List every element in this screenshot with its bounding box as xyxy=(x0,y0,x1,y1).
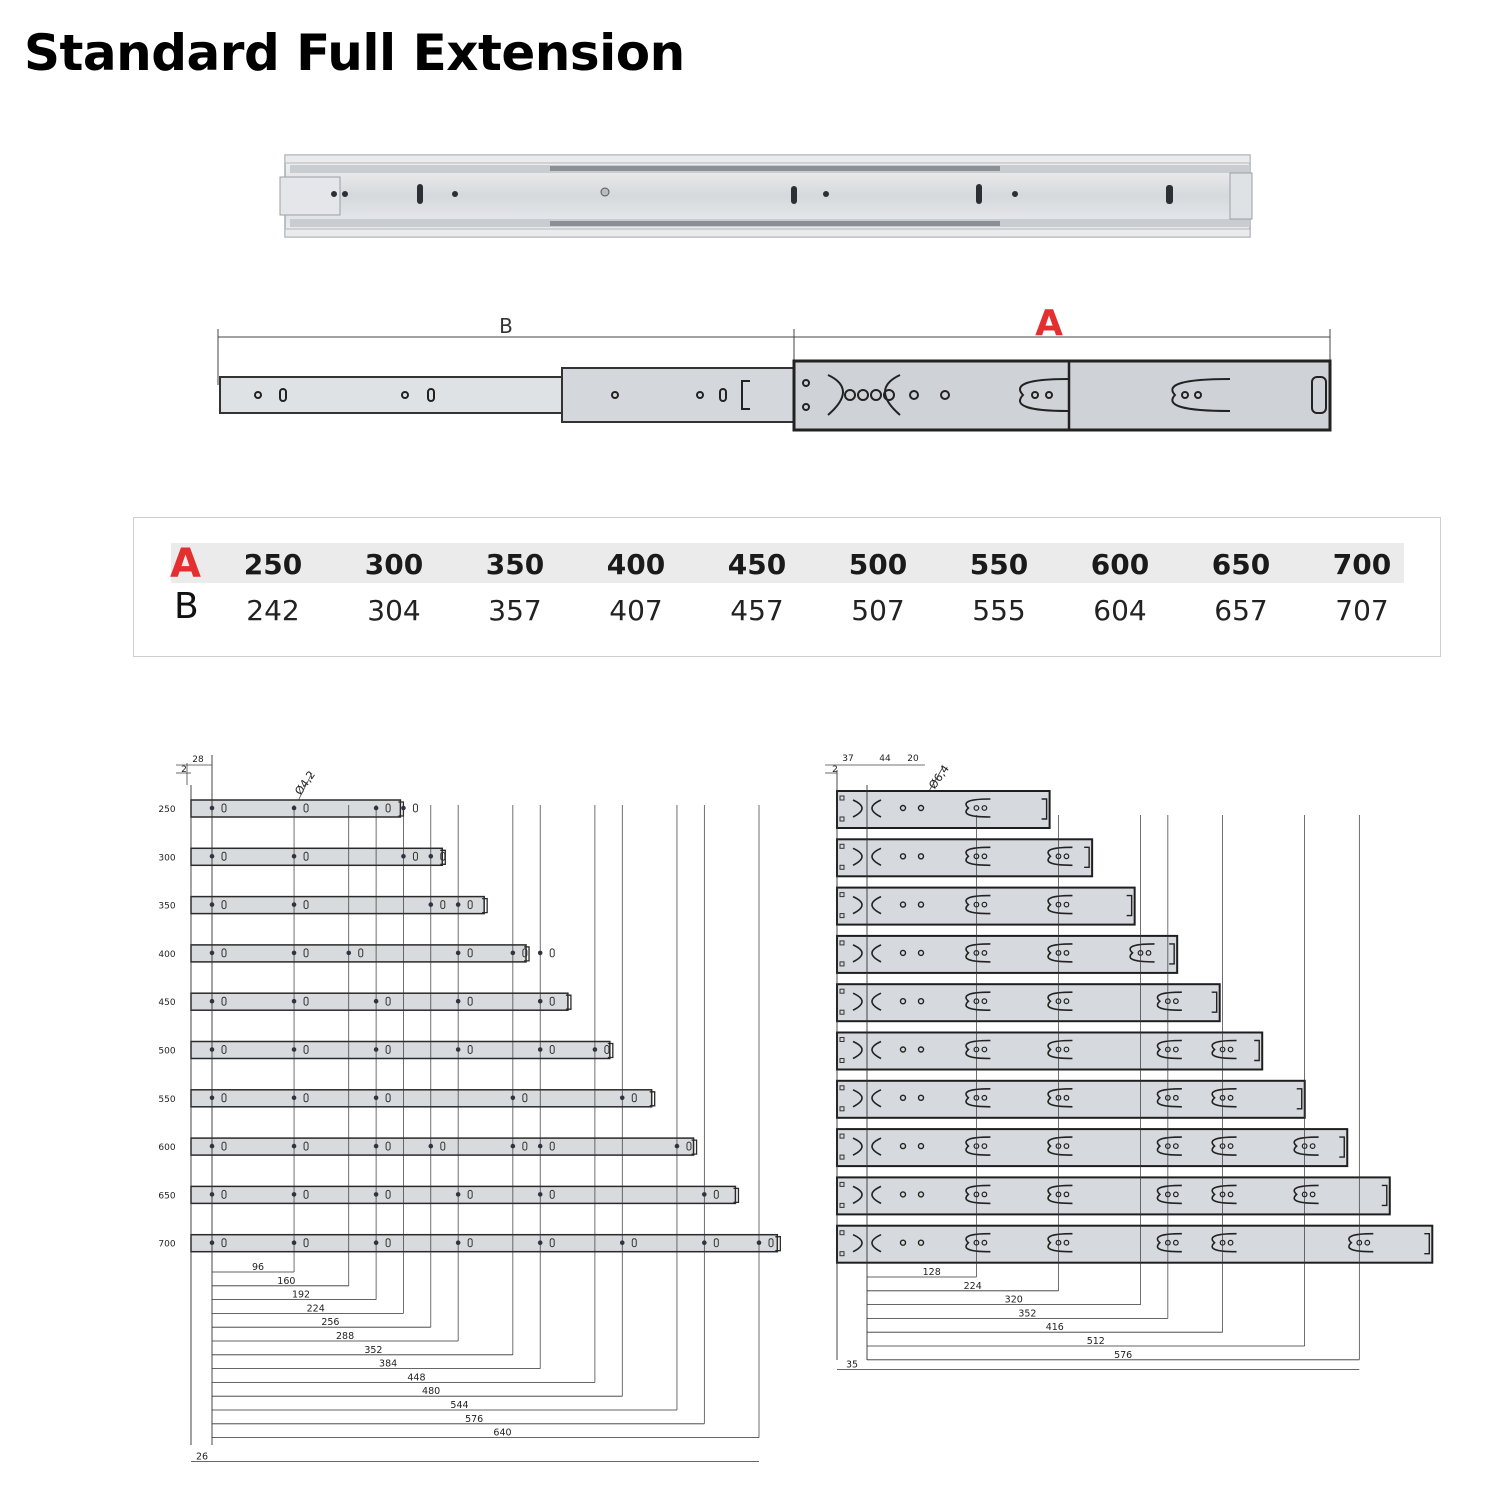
hole-diameter-callout: Ø6,4 xyxy=(926,762,952,792)
rail-row xyxy=(837,1033,1262,1070)
rail-row xyxy=(158,1042,612,1059)
dim-text: 416 xyxy=(1045,1322,1064,1334)
rail-length-label: 700 xyxy=(158,1239,176,1250)
b-value: 707 xyxy=(1335,594,1389,627)
rail-bar xyxy=(837,1081,1305,1118)
rail-length-label: 450 xyxy=(158,998,176,1009)
b-value: 604 xyxy=(1093,594,1147,627)
dim-text: 384 xyxy=(379,1358,398,1370)
page-title: Standard Full Extension xyxy=(24,24,685,82)
dim-text: 512 xyxy=(1086,1336,1105,1347)
rail-row xyxy=(837,984,1220,1021)
b-value: 555 xyxy=(972,594,1026,627)
dim-text: 288 xyxy=(336,1331,355,1342)
a-value: 700 xyxy=(1332,548,1392,581)
dim-text: 128 xyxy=(922,1267,941,1278)
dim-text: 352 xyxy=(364,1344,383,1356)
dim-text: 576 xyxy=(1114,1349,1133,1361)
slide-product-image xyxy=(270,145,1260,245)
rail-length-label: 250 xyxy=(158,805,176,815)
b-value: 304 xyxy=(367,594,421,627)
rail-row xyxy=(158,897,487,914)
dim-text: 28 xyxy=(192,755,204,765)
dim-text: 448 xyxy=(407,1372,426,1384)
dim-text: 35 xyxy=(845,1359,859,1371)
dim-text: 160 xyxy=(277,1275,296,1287)
row-a-label: A xyxy=(170,541,201,587)
rail-row xyxy=(837,936,1177,973)
dim-a-label: A xyxy=(1035,303,1063,344)
rail-length-label: 550 xyxy=(158,1094,176,1105)
row-b-label: B xyxy=(174,586,199,627)
b-value: 657 xyxy=(1214,594,1268,627)
b-value: 457 xyxy=(730,594,784,627)
rail-length-label: 400 xyxy=(158,949,176,960)
b-value: 507 xyxy=(851,594,905,627)
rail-row xyxy=(837,1129,1347,1166)
rail-length-label: 500 xyxy=(158,1046,176,1057)
rail-row xyxy=(158,1090,654,1107)
dim-text: 320 xyxy=(1004,1294,1023,1306)
rail-row xyxy=(837,839,1092,876)
rail-row xyxy=(158,993,571,1010)
a-value: 400 xyxy=(606,548,666,581)
rail-bar xyxy=(191,1186,735,1203)
a-value: 550 xyxy=(969,548,1029,581)
a-value: 500 xyxy=(848,548,908,581)
b-value: 407 xyxy=(609,594,663,627)
a-value: 250 xyxy=(243,548,303,581)
rail-row xyxy=(158,1235,780,1252)
rail-row xyxy=(158,1138,696,1155)
hole-diameter-callout: Ø4,2 xyxy=(292,768,318,798)
rail-length-label: 300 xyxy=(158,853,176,864)
b-value: 242 xyxy=(246,594,300,627)
slot-hole xyxy=(550,949,554,957)
dim-b-label: B xyxy=(499,314,513,338)
rail-bar xyxy=(837,1226,1432,1263)
rail-row xyxy=(158,945,554,962)
dim-text: 256 xyxy=(321,1317,340,1329)
drilling-diagram-cabinet-member xyxy=(815,745,1450,1370)
rail-bar xyxy=(191,1138,694,1155)
dim-text: 480 xyxy=(422,1386,441,1398)
rail-bar xyxy=(837,839,1092,876)
b-value: 357 xyxy=(488,594,542,627)
rail-row xyxy=(158,800,417,817)
rail-bar xyxy=(837,791,1050,828)
a-value: 650 xyxy=(1211,548,1271,581)
dim-text: 96 xyxy=(251,1262,265,1273)
rail-bar xyxy=(191,1235,777,1252)
a-value: 300 xyxy=(364,548,424,581)
dim-text: 576 xyxy=(465,1413,484,1425)
rail-bar xyxy=(837,984,1220,1021)
rail-bar xyxy=(191,1042,610,1059)
dim-text: 640 xyxy=(493,1427,512,1439)
slide-dimension-drawing xyxy=(200,295,1350,440)
a-value: 450 xyxy=(727,548,787,581)
rail-bar xyxy=(837,1129,1347,1166)
rail-bar xyxy=(191,1090,652,1107)
drilling-diagram-drawer-member xyxy=(150,745,800,1463)
a-value: 350 xyxy=(485,548,545,581)
dim-text: 544 xyxy=(450,1400,469,1411)
dim-text: 44 xyxy=(879,754,891,764)
spec-table xyxy=(133,517,1441,657)
dim-text: 352 xyxy=(1018,1308,1037,1320)
rail-length-label: 600 xyxy=(158,1143,176,1154)
rail-row xyxy=(837,1081,1305,1118)
rail-length-label: 350 xyxy=(158,901,176,912)
rail-row xyxy=(837,791,1050,828)
rail-row xyxy=(837,1226,1432,1263)
a-value: 600 xyxy=(1090,548,1150,581)
rail-row xyxy=(158,848,445,865)
rail-row xyxy=(837,1177,1390,1214)
dim-text: 2 xyxy=(832,765,838,775)
dim-text: 192 xyxy=(291,1289,311,1301)
rail-bar xyxy=(191,993,568,1010)
dim-text: 224 xyxy=(306,1303,325,1315)
rail-row xyxy=(837,888,1135,925)
slot-hole xyxy=(413,804,417,812)
dim-text: 20 xyxy=(907,754,919,764)
dim-text: 26 xyxy=(195,1451,209,1463)
rail-bar xyxy=(191,897,484,914)
rail-length-label: 650 xyxy=(158,1191,176,1202)
dim-text: 2 xyxy=(181,765,187,775)
rail-row xyxy=(158,1186,738,1203)
dim-text: 37 xyxy=(842,754,854,764)
rail-bar xyxy=(837,936,1177,973)
dim-text: 224 xyxy=(963,1280,982,1292)
